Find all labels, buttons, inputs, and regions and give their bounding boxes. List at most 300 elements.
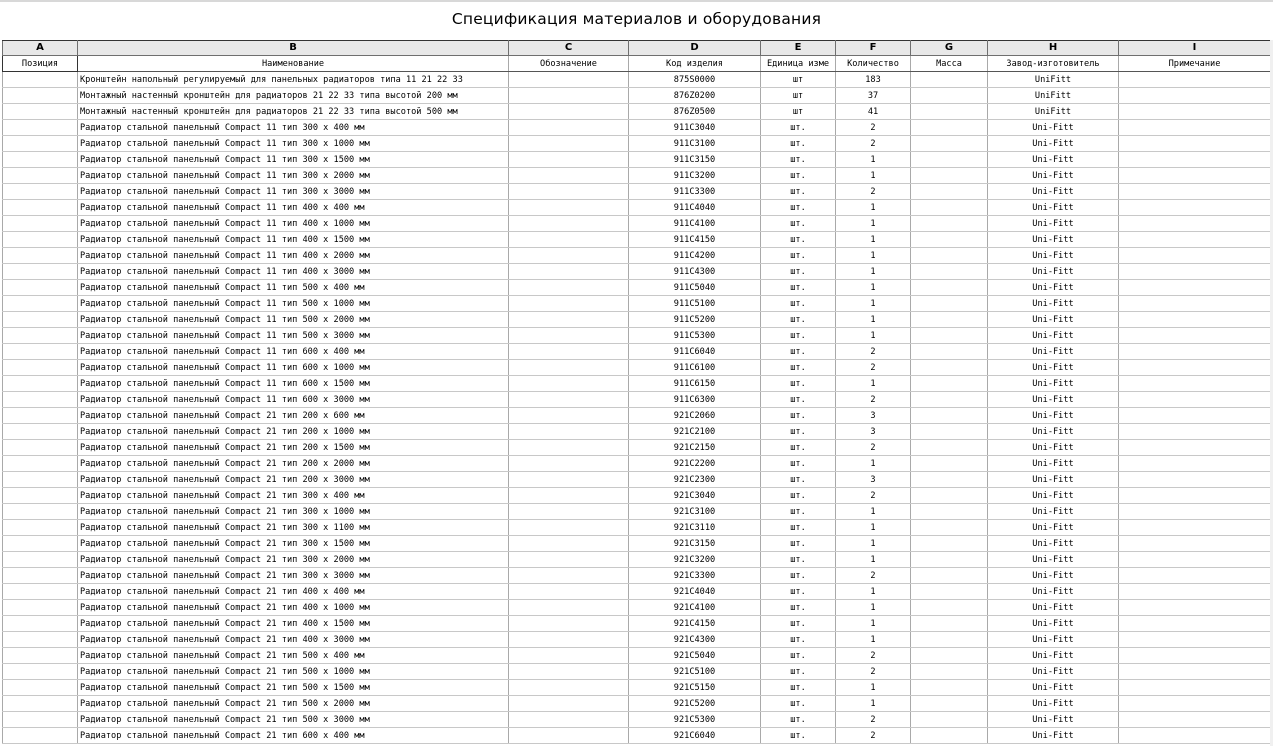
- header-mass[interactable]: Масса: [911, 56, 988, 72]
- cell-position[interactable]: [3, 680, 78, 696]
- cell-manufacturer[interactable]: Uni-Fitt: [988, 312, 1119, 328]
- cell-designation[interactable]: [509, 312, 629, 328]
- cell-designation[interactable]: [509, 376, 629, 392]
- cell-product-code[interactable]: 911C3200: [629, 168, 761, 184]
- cell-name[interactable]: Радиатор стальной панельный Compact 11 тип 300 х 1500 мм: [78, 152, 509, 168]
- column-letter-f[interactable]: F: [836, 41, 911, 56]
- cell-note[interactable]: [1119, 312, 1271, 328]
- header-manufacturer[interactable]: Завод-изготовитель: [988, 56, 1119, 72]
- cell-name[interactable]: Радиатор стальной панельный Compact 21 тип 400 х 3000 мм: [78, 632, 509, 648]
- cell-product-code[interactable]: 921C2060: [629, 408, 761, 424]
- cell-note[interactable]: [1119, 376, 1271, 392]
- cell-mass[interactable]: [911, 648, 988, 664]
- cell-mass[interactable]: [911, 712, 988, 728]
- cell-unit[interactable]: шт.: [761, 392, 836, 408]
- cell-name[interactable]: Радиатор стальной панельный Compact 21 тип 200 х 3000 мм: [78, 472, 509, 488]
- cell-note[interactable]: [1119, 408, 1271, 424]
- cell-position[interactable]: [3, 360, 78, 376]
- column-letter-e[interactable]: E: [761, 41, 836, 56]
- cell-designation[interactable]: [509, 72, 629, 88]
- cell-quantity[interactable]: 1: [836, 216, 911, 232]
- cell-quantity[interactable]: 2: [836, 728, 911, 744]
- cell-position[interactable]: [3, 168, 78, 184]
- cell-designation[interactable]: [509, 184, 629, 200]
- cell-quantity[interactable]: 1: [836, 456, 911, 472]
- cell-quantity[interactable]: 37: [836, 88, 911, 104]
- cell-name[interactable]: Радиатор стальной панельный Compact 21 тип 400 х 400 мм: [78, 584, 509, 600]
- cell-mass[interactable]: [911, 424, 988, 440]
- cell-product-code[interactable]: 921C3040: [629, 488, 761, 504]
- column-letter-d[interactable]: D: [629, 41, 761, 56]
- cell-name[interactable]: Радиатор стальной панельный Compact 21 тип 200 х 600 мм: [78, 408, 509, 424]
- cell-manufacturer[interactable]: Uni-Fitt: [988, 136, 1119, 152]
- cell-manufacturer[interactable]: Uni-Fitt: [988, 264, 1119, 280]
- cell-position[interactable]: [3, 408, 78, 424]
- cell-name[interactable]: Радиатор стальной панельный Compact 11 тип 500 х 400 мм: [78, 280, 509, 296]
- cell-product-code[interactable]: 921C3110: [629, 520, 761, 536]
- cell-quantity[interactable]: 3: [836, 424, 911, 440]
- cell-note[interactable]: [1119, 552, 1271, 568]
- cell-designation[interactable]: [509, 328, 629, 344]
- cell-manufacturer[interactable]: Uni-Fitt: [988, 616, 1119, 632]
- cell-designation[interactable]: [509, 200, 629, 216]
- cell-position[interactable]: [3, 728, 78, 744]
- cell-product-code[interactable]: 921C5300: [629, 712, 761, 728]
- cell-position[interactable]: [3, 264, 78, 280]
- cell-product-code[interactable]: 921C4300: [629, 632, 761, 648]
- cell-mass[interactable]: [911, 280, 988, 296]
- cell-mass[interactable]: [911, 408, 988, 424]
- cell-position[interactable]: [3, 552, 78, 568]
- cell-mass[interactable]: [911, 696, 988, 712]
- cell-quantity[interactable]: 1: [836, 232, 911, 248]
- cell-designation[interactable]: [509, 152, 629, 168]
- cell-mass[interactable]: [911, 568, 988, 584]
- cell-note[interactable]: [1119, 568, 1271, 584]
- cell-mass[interactable]: [911, 664, 988, 680]
- cell-name[interactable]: Монтажный настенный кронштейн для радиаторов 21 22 33 типа высотой 500 мм: [78, 104, 509, 120]
- cell-manufacturer[interactable]: Uni-Fitt: [988, 184, 1119, 200]
- cell-position[interactable]: [3, 616, 78, 632]
- cell-note[interactable]: [1119, 328, 1271, 344]
- cell-quantity[interactable]: 1: [836, 312, 911, 328]
- cell-mass[interactable]: [911, 392, 988, 408]
- cell-position[interactable]: [3, 184, 78, 200]
- cell-position[interactable]: [3, 440, 78, 456]
- cell-position[interactable]: [3, 696, 78, 712]
- cell-quantity[interactable]: 1: [836, 152, 911, 168]
- cell-unit[interactable]: шт.: [761, 664, 836, 680]
- cell-name[interactable]: Радиатор стальной панельный Compact 21 тип 300 х 3000 мм: [78, 568, 509, 584]
- cell-name[interactable]: Радиатор стальной панельный Compact 21 тип 200 х 1000 мм: [78, 424, 509, 440]
- cell-designation[interactable]: [509, 488, 629, 504]
- cell-designation[interactable]: [509, 472, 629, 488]
- cell-manufacturer[interactable]: Uni-Fitt: [988, 216, 1119, 232]
- header-designation[interactable]: Обозначение: [509, 56, 629, 72]
- cell-unit[interactable]: шт.: [761, 136, 836, 152]
- cell-designation[interactable]: [509, 536, 629, 552]
- cell-unit[interactable]: шт.: [761, 680, 836, 696]
- cell-position[interactable]: [3, 664, 78, 680]
- cell-manufacturer[interactable]: Uni-Fitt: [988, 680, 1119, 696]
- cell-mass[interactable]: [911, 104, 988, 120]
- cell-manufacturer[interactable]: Uni-Fitt: [988, 120, 1119, 136]
- cell-product-code[interactable]: 921C6040: [629, 728, 761, 744]
- cell-quantity[interactable]: 2: [836, 648, 911, 664]
- cell-product-code[interactable]: 911C3300: [629, 184, 761, 200]
- cell-mass[interactable]: [911, 376, 988, 392]
- cell-position[interactable]: [3, 488, 78, 504]
- cell-designation[interactable]: [509, 520, 629, 536]
- cell-quantity[interactable]: 3: [836, 472, 911, 488]
- cell-product-code[interactable]: 921C3200: [629, 552, 761, 568]
- cell-manufacturer[interactable]: Uni-Fitt: [988, 632, 1119, 648]
- cell-unit[interactable]: шт.: [761, 296, 836, 312]
- cell-note[interactable]: [1119, 216, 1271, 232]
- cell-note[interactable]: [1119, 600, 1271, 616]
- cell-mass[interactable]: [911, 328, 988, 344]
- cell-name[interactable]: Радиатор стальной панельный Compact 21 тип 400 х 1500 мм: [78, 616, 509, 632]
- cell-position[interactable]: [3, 568, 78, 584]
- cell-unit[interactable]: шт.: [761, 152, 836, 168]
- cell-manufacturer[interactable]: Uni-Fitt: [988, 392, 1119, 408]
- cell-note[interactable]: [1119, 488, 1271, 504]
- cell-mass[interactable]: [911, 88, 988, 104]
- cell-position[interactable]: [3, 296, 78, 312]
- cell-unit[interactable]: шт.: [761, 456, 836, 472]
- header-note[interactable]: Примечание: [1119, 56, 1271, 72]
- cell-quantity[interactable]: 3: [836, 408, 911, 424]
- cell-position[interactable]: [3, 600, 78, 616]
- cell-position[interactable]: [3, 88, 78, 104]
- cell-name[interactable]: Монтажный настенный кронштейн для радиаторов 21 22 33 типа высотой 200 мм: [78, 88, 509, 104]
- cell-unit[interactable]: шт.: [761, 728, 836, 744]
- cell-unit[interactable]: шт.: [761, 328, 836, 344]
- cell-note[interactable]: [1119, 344, 1271, 360]
- cell-product-code[interactable]: 921C2300: [629, 472, 761, 488]
- cell-mass[interactable]: [911, 296, 988, 312]
- cell-name[interactable]: Радиатор стальной панельный Compact 11 тип 500 х 3000 мм: [78, 328, 509, 344]
- cell-unit[interactable]: шт.: [761, 488, 836, 504]
- cell-product-code[interactable]: 921C5100: [629, 664, 761, 680]
- cell-designation[interactable]: [509, 440, 629, 456]
- cell-unit[interactable]: шт.: [761, 632, 836, 648]
- cell-note[interactable]: [1119, 136, 1271, 152]
- cell-quantity[interactable]: 2: [836, 440, 911, 456]
- cell-designation[interactable]: [509, 104, 629, 120]
- cell-position[interactable]: [3, 232, 78, 248]
- cell-mass[interactable]: [911, 72, 988, 88]
- cell-product-code[interactable]: 911C5200: [629, 312, 761, 328]
- cell-name[interactable]: Радиатор стальной панельный Compact 21 тип 600 х 400 мм: [78, 728, 509, 744]
- cell-designation[interactable]: [509, 232, 629, 248]
- cell-quantity[interactable]: 2: [836, 136, 911, 152]
- cell-mass[interactable]: [911, 184, 988, 200]
- cell-mass[interactable]: [911, 120, 988, 136]
- cell-position[interactable]: [3, 648, 78, 664]
- cell-quantity[interactable]: 2: [836, 120, 911, 136]
- cell-designation[interactable]: [509, 392, 629, 408]
- cell-name[interactable]: Радиатор стальной панельный Compact 11 тип 500 х 2000 мм: [78, 312, 509, 328]
- cell-position[interactable]: [3, 280, 78, 296]
- cell-position[interactable]: [3, 248, 78, 264]
- cell-designation[interactable]: [509, 584, 629, 600]
- cell-note[interactable]: [1119, 616, 1271, 632]
- cell-unit[interactable]: шт.: [761, 344, 836, 360]
- cell-name[interactable]: Радиатор стальной панельный Compact 11 тип 300 х 3000 мм: [78, 184, 509, 200]
- cell-unit[interactable]: шт.: [761, 408, 836, 424]
- cell-unit[interactable]: шт: [761, 88, 836, 104]
- cell-manufacturer[interactable]: Uni-Fitt: [988, 712, 1119, 728]
- cell-quantity[interactable]: 1: [836, 520, 911, 536]
- cell-manufacturer[interactable]: Uni-Fitt: [988, 520, 1119, 536]
- column-letter-g[interactable]: G: [911, 41, 988, 56]
- cell-designation[interactable]: [509, 216, 629, 232]
- cell-quantity[interactable]: 1: [836, 200, 911, 216]
- cell-name[interactable]: Радиатор стальной панельный Compact 11 тип 400 х 2000 мм: [78, 248, 509, 264]
- cell-name[interactable]: Радиатор стальной панельный Compact 21 тип 500 х 400 мм: [78, 648, 509, 664]
- cell-position[interactable]: [3, 200, 78, 216]
- cell-manufacturer[interactable]: Uni-Fitt: [988, 552, 1119, 568]
- cell-position[interactable]: [3, 424, 78, 440]
- cell-manufacturer[interactable]: Uni-Fitt: [988, 232, 1119, 248]
- cell-product-code[interactable]: 911C4100: [629, 216, 761, 232]
- cell-note[interactable]: [1119, 440, 1271, 456]
- cell-position[interactable]: [3, 520, 78, 536]
- cell-name[interactable]: Радиатор стальной панельный Compact 21 тип 300 х 400 мм: [78, 488, 509, 504]
- cell-manufacturer[interactable]: Uni-Fitt: [988, 280, 1119, 296]
- cell-unit[interactable]: шт.: [761, 360, 836, 376]
- cell-note[interactable]: [1119, 232, 1271, 248]
- cell-unit[interactable]: шт.: [761, 536, 836, 552]
- cell-note[interactable]: [1119, 536, 1271, 552]
- cell-note[interactable]: [1119, 456, 1271, 472]
- cell-unit[interactable]: шт.: [761, 376, 836, 392]
- cell-manufacturer[interactable]: Uni-Fitt: [988, 488, 1119, 504]
- cell-mass[interactable]: [911, 200, 988, 216]
- cell-unit[interactable]: шт.: [761, 120, 836, 136]
- cell-designation[interactable]: [509, 664, 629, 680]
- cell-name[interactable]: Радиатор стальной панельный Compact 21 тип 500 х 2000 мм: [78, 696, 509, 712]
- cell-manufacturer[interactable]: Uni-Fitt: [988, 584, 1119, 600]
- cell-product-code[interactable]: 911C6040: [629, 344, 761, 360]
- cell-manufacturer[interactable]: Uni-Fitt: [988, 296, 1119, 312]
- cell-quantity[interactable]: 2: [836, 392, 911, 408]
- cell-quantity[interactable]: 1: [836, 328, 911, 344]
- cell-product-code[interactable]: 875S0000: [629, 72, 761, 88]
- cell-quantity[interactable]: 183: [836, 72, 911, 88]
- cell-designation[interactable]: [509, 120, 629, 136]
- cell-manufacturer[interactable]: Uni-Fitt: [988, 376, 1119, 392]
- cell-designation[interactable]: [509, 696, 629, 712]
- cell-position[interactable]: [3, 120, 78, 136]
- cell-quantity[interactable]: 1: [836, 248, 911, 264]
- cell-note[interactable]: [1119, 152, 1271, 168]
- cell-note[interactable]: [1119, 280, 1271, 296]
- cell-mass[interactable]: [911, 440, 988, 456]
- cell-unit[interactable]: шт.: [761, 168, 836, 184]
- cell-unit[interactable]: шт.: [761, 696, 836, 712]
- cell-unit[interactable]: шт: [761, 72, 836, 88]
- cell-quantity[interactable]: 1: [836, 536, 911, 552]
- cell-name[interactable]: Радиатор стальной панельный Compact 11 тип 300 х 1000 мм: [78, 136, 509, 152]
- cell-unit[interactable]: шт.: [761, 568, 836, 584]
- header-position[interactable]: Позиция: [3, 56, 78, 72]
- cell-mass[interactable]: [911, 552, 988, 568]
- cell-designation[interactable]: [509, 360, 629, 376]
- cell-note[interactable]: [1119, 360, 1271, 376]
- cell-position[interactable]: [3, 632, 78, 648]
- cell-product-code[interactable]: 921C5200: [629, 696, 761, 712]
- column-letter-a[interactable]: A: [3, 41, 78, 56]
- cell-quantity[interactable]: 2: [836, 712, 911, 728]
- cell-designation[interactable]: [509, 632, 629, 648]
- cell-unit[interactable]: шт.: [761, 616, 836, 632]
- cell-mass[interactable]: [911, 520, 988, 536]
- cell-note[interactable]: [1119, 424, 1271, 440]
- cell-manufacturer[interactable]: Uni-Fitt: [988, 408, 1119, 424]
- cell-mass[interactable]: [911, 600, 988, 616]
- cell-note[interactable]: [1119, 472, 1271, 488]
- cell-note[interactable]: [1119, 712, 1271, 728]
- cell-product-code[interactable]: 911C6150: [629, 376, 761, 392]
- cell-note[interactable]: [1119, 632, 1271, 648]
- cell-note[interactable]: [1119, 392, 1271, 408]
- cell-unit[interactable]: шт.: [761, 424, 836, 440]
- cell-position[interactable]: [3, 328, 78, 344]
- cell-product-code[interactable]: 921C2200: [629, 456, 761, 472]
- cell-product-code[interactable]: 921C2150: [629, 440, 761, 456]
- cell-note[interactable]: [1119, 120, 1271, 136]
- cell-manufacturer[interactable]: Uni-Fitt: [988, 536, 1119, 552]
- cell-note[interactable]: [1119, 296, 1271, 312]
- cell-position[interactable]: [3, 104, 78, 120]
- cell-manufacturer[interactable]: Uni-Fitt: [988, 664, 1119, 680]
- cell-mass[interactable]: [911, 248, 988, 264]
- cell-manufacturer[interactable]: UniFitt: [988, 72, 1119, 88]
- cell-quantity[interactable]: 1: [836, 584, 911, 600]
- cell-name[interactable]: Радиатор стальной панельный Compact 21 тип 300 х 1100 мм: [78, 520, 509, 536]
- cell-product-code[interactable]: 921C4040: [629, 584, 761, 600]
- cell-designation[interactable]: [509, 344, 629, 360]
- cell-designation[interactable]: [509, 456, 629, 472]
- cell-note[interactable]: [1119, 264, 1271, 280]
- cell-product-code[interactable]: 921C4150: [629, 616, 761, 632]
- cell-mass[interactable]: [911, 584, 988, 600]
- cell-product-code[interactable]: 911C4200: [629, 248, 761, 264]
- cell-unit[interactable]: шт.: [761, 200, 836, 216]
- cell-designation[interactable]: [509, 616, 629, 632]
- cell-product-code[interactable]: 921C3100: [629, 504, 761, 520]
- cell-name[interactable]: Радиатор стальной панельный Compact 11 тип 600 х 1000 мм: [78, 360, 509, 376]
- cell-mass[interactable]: [911, 168, 988, 184]
- cell-quantity[interactable]: 41: [836, 104, 911, 120]
- cell-product-code[interactable]: 921C4100: [629, 600, 761, 616]
- cell-mass[interactable]: [911, 264, 988, 280]
- cell-manufacturer[interactable]: UniFitt: [988, 88, 1119, 104]
- cell-designation[interactable]: [509, 648, 629, 664]
- cell-note[interactable]: [1119, 728, 1271, 744]
- cell-unit[interactable]: шт: [761, 104, 836, 120]
- cell-quantity[interactable]: 1: [836, 680, 911, 696]
- cell-product-code[interactable]: 876Z0500: [629, 104, 761, 120]
- cell-manufacturer[interactable]: Uni-Fitt: [988, 568, 1119, 584]
- cell-unit[interactable]: шт.: [761, 600, 836, 616]
- cell-product-code[interactable]: 911C4150: [629, 232, 761, 248]
- cell-position[interactable]: [3, 536, 78, 552]
- cell-name[interactable]: Радиатор стальной панельный Compact 21 тип 500 х 1000 мм: [78, 664, 509, 680]
- cell-mass[interactable]: [911, 360, 988, 376]
- cell-designation[interactable]: [509, 504, 629, 520]
- cell-note[interactable]: [1119, 168, 1271, 184]
- cell-position[interactable]: [3, 712, 78, 728]
- cell-mass[interactable]: [911, 632, 988, 648]
- header-quantity[interactable]: Количество: [836, 56, 911, 72]
- cell-unit[interactable]: шт.: [761, 520, 836, 536]
- cell-product-code[interactable]: 911C5300: [629, 328, 761, 344]
- cell-product-code[interactable]: 921C2100: [629, 424, 761, 440]
- cell-product-code[interactable]: 911C4040: [629, 200, 761, 216]
- cell-note[interactable]: [1119, 72, 1271, 88]
- cell-position[interactable]: [3, 72, 78, 88]
- cell-manufacturer[interactable]: Uni-Fitt: [988, 168, 1119, 184]
- cell-manufacturer[interactable]: Uni-Fitt: [988, 360, 1119, 376]
- cell-unit[interactable]: шт.: [761, 312, 836, 328]
- cell-quantity[interactable]: 1: [836, 376, 911, 392]
- cell-product-code[interactable]: 921C5040: [629, 648, 761, 664]
- cell-position[interactable]: [3, 584, 78, 600]
- header-product-code[interactable]: Код изделия: [629, 56, 761, 72]
- cell-mass[interactable]: [911, 136, 988, 152]
- cell-designation[interactable]: [509, 600, 629, 616]
- cell-unit[interactable]: шт.: [761, 280, 836, 296]
- cell-note[interactable]: [1119, 104, 1271, 120]
- cell-mass[interactable]: [911, 728, 988, 744]
- cell-name[interactable]: Радиатор стальной панельный Compact 11 тип 300 х 400 мм: [78, 120, 509, 136]
- cell-designation[interactable]: [509, 552, 629, 568]
- cell-quantity[interactable]: 2: [836, 344, 911, 360]
- cell-note[interactable]: [1119, 88, 1271, 104]
- cell-designation[interactable]: [509, 248, 629, 264]
- cell-designation[interactable]: [509, 424, 629, 440]
- cell-quantity[interactable]: 2: [836, 360, 911, 376]
- cell-unit[interactable]: шт.: [761, 552, 836, 568]
- cell-note[interactable]: [1119, 584, 1271, 600]
- cell-designation[interactable]: [509, 712, 629, 728]
- cell-product-code[interactable]: 911C3040: [629, 120, 761, 136]
- cell-manufacturer[interactable]: Uni-Fitt: [988, 600, 1119, 616]
- cell-mass[interactable]: [911, 488, 988, 504]
- cell-name[interactable]: Радиатор стальной панельный Compact 11 тип 600 х 3000 мм: [78, 392, 509, 408]
- cell-product-code[interactable]: 911C6300: [629, 392, 761, 408]
- cell-quantity[interactable]: 2: [836, 568, 911, 584]
- cell-name[interactable]: Радиатор стальной панельный Compact 21 тип 400 х 1000 мм: [78, 600, 509, 616]
- cell-mass[interactable]: [911, 504, 988, 520]
- cell-product-code[interactable]: 911C5040: [629, 280, 761, 296]
- cell-product-code[interactable]: 921C5150: [629, 680, 761, 696]
- cell-product-code[interactable]: 911C5100: [629, 296, 761, 312]
- cell-note[interactable]: [1119, 200, 1271, 216]
- cell-mass[interactable]: [911, 472, 988, 488]
- cell-manufacturer[interactable]: Uni-Fitt: [988, 344, 1119, 360]
- cell-mass[interactable]: [911, 216, 988, 232]
- cell-note[interactable]: [1119, 680, 1271, 696]
- cell-note[interactable]: [1119, 184, 1271, 200]
- cell-mass[interactable]: [911, 344, 988, 360]
- cell-name[interactable]: Радиатор стальной панельный Compact 21 тип 200 х 1500 мм: [78, 440, 509, 456]
- cell-unit[interactable]: шт.: [761, 216, 836, 232]
- cell-manufacturer[interactable]: Uni-Fitt: [988, 328, 1119, 344]
